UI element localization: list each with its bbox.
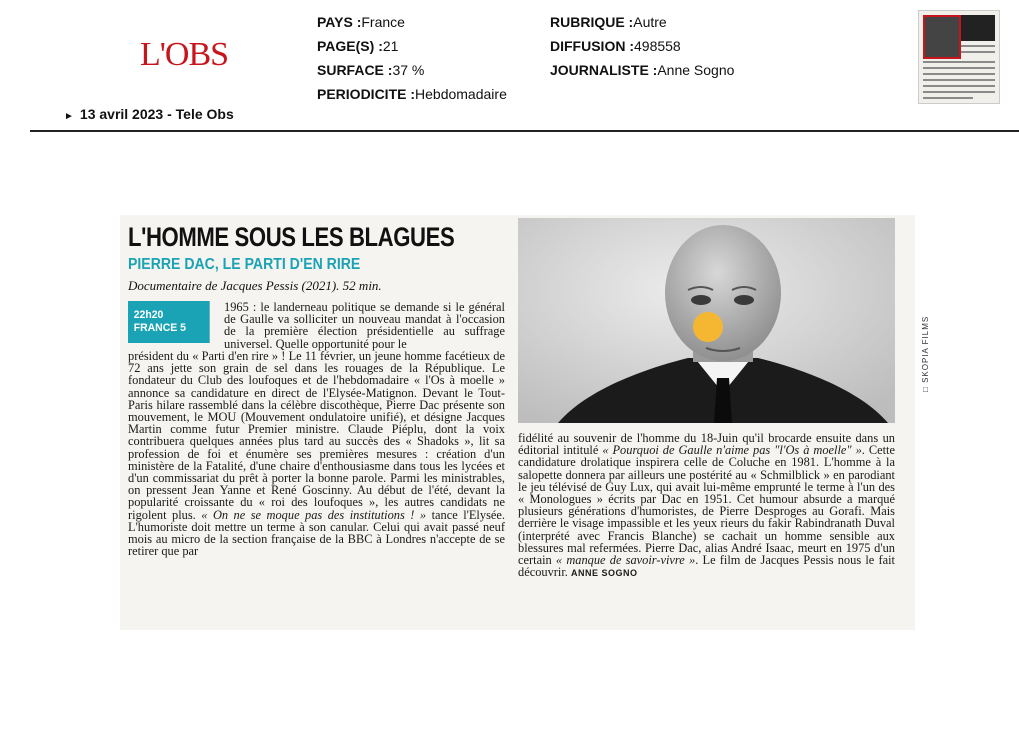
badge-channel: FRANCE 5	[133, 322, 186, 334]
author-signature: ANNE SOGNO	[571, 568, 638, 579]
header-divider	[30, 130, 1019, 132]
meta-left-column	[317, 10, 507, 106]
meta-diffusion: DIFFUSION :498558	[550, 38, 681, 54]
article-subtitle: PIERRE DAC, LE PARTI D'EN RIRE	[128, 256, 361, 273]
meta-rubrique: RUBRIQUE :Autre	[550, 14, 667, 30]
meta-pays: PAYS :France	[317, 14, 405, 30]
triangle-right-icon: ►	[64, 111, 74, 122]
photo-credit: □ SKOPIA FILMS	[921, 315, 930, 392]
meta-surface: SURFACE :37 %	[317, 62, 425, 78]
article-title: L'HOMME SOUS LES BLAGUES	[128, 222, 455, 252]
page-thumbnail[interactable]	[918, 10, 1000, 104]
portrait-photo	[518, 218, 895, 423]
camera-icon: □	[921, 386, 930, 392]
right-column-body: fidélité au souvenir de l'homme du 18-Juin qu'il brocarde ensuite dans un éditorial intitulé « Pourquoi de Gaulle n'aime pas "l'Os à moelle" ». Cette candidature drolatique inspirera celle de Coluche en 1981. L'homme à la salopette donnera par ailleurs une postérité au « Schmilblick » en parodiant le jeu télévisé de Guy Lux, qui avait lui-même emprunté le terme à l'un des « Monologues » écrits par Dac en 1951. Cet humour absurde a marqué plusieurs générations d'humoristes, de Pierre Desproges au Gorafi. Mais derrière le visage impassible et les yeux rieurs du fakir Rabindranath Duval (interprété avec Francis Blanche) se cachait un homme sensible aux blessures mal refermées. Pierre Dac, alias André Isaac, meurt en 1975 d'un certain « manque de savoir-vivre ». Le film de Jacques Pessis nous le fait découvrir. ANNE SOGNO	[518, 431, 895, 580]
intro-paragraph: 1965 : le landerneau politique se demande si le général de Gaulle va solliciter un nouveau mandat à l'occasion de la première élection présidentielle au suffrage universel. Quelle opportunité pour le	[224, 300, 505, 351]
broadcast-badge	[128, 301, 210, 343]
meta-journaliste: JOURNALISTE :Anne Sogno	[550, 62, 735, 78]
badge-time: 22h20	[133, 309, 164, 321]
clown-nose	[693, 312, 723, 342]
meta-periodicite: PERIODICITE :Hebdomadaire	[317, 86, 507, 102]
meta-pages: PAGE(S) :21	[317, 38, 399, 54]
publication-logo: L'OBS	[140, 36, 229, 73]
meta-right-column	[550, 10, 734, 82]
date-line: ► 13 avril 2023 - Tele Obs	[64, 106, 234, 122]
left-column-body: président du « Parti d'en rire » ! Le 11 février, un jeune homme facétieux de 72 ans jette son grain de sel dans les rouages de la République. Le fondateur du Club des loufoques et de l'hebdomadaire « l'Os à moelle » annonce sa candidature en direct de l'Elysée-Matignon. Devant le Tout-Paris hilare rassemblé dans la célèbre discothèque, Pierre Dac présente son mouvement, le MOU (Mouvement ondulatoire unifié), et désigne Jacques Martin comme futur Premier ministre. Claude Piéplu, dont la voix contribuera quelques années plus tard au succès des « Shadoks », lit sa profession de foi et énumère ses premières mesures : création d'un ministère de la Fatalité, d'une chaire d'enthousiasme dans tous les lycées et d'un commissariat du prêt à porter la bonne parole. Parmi les ministrables, on pressent Jean Yanne et René Goscinny. Au début de l'été, devant la popularité croissante du « roi des loufoques », les autres candidats ne rigolent plus. « On ne se moque pas des institutions ! » tance l'Elysée. L'humoriste doit mettre un terme à son canular. Celui qui avait passé neuf mois au micro de la section française de la BBC à Londres n'accepte de se retirer que par	[128, 349, 505, 559]
article-credits: Documentaire de Jacques Pessis (2021). 52 min.	[128, 278, 382, 293]
